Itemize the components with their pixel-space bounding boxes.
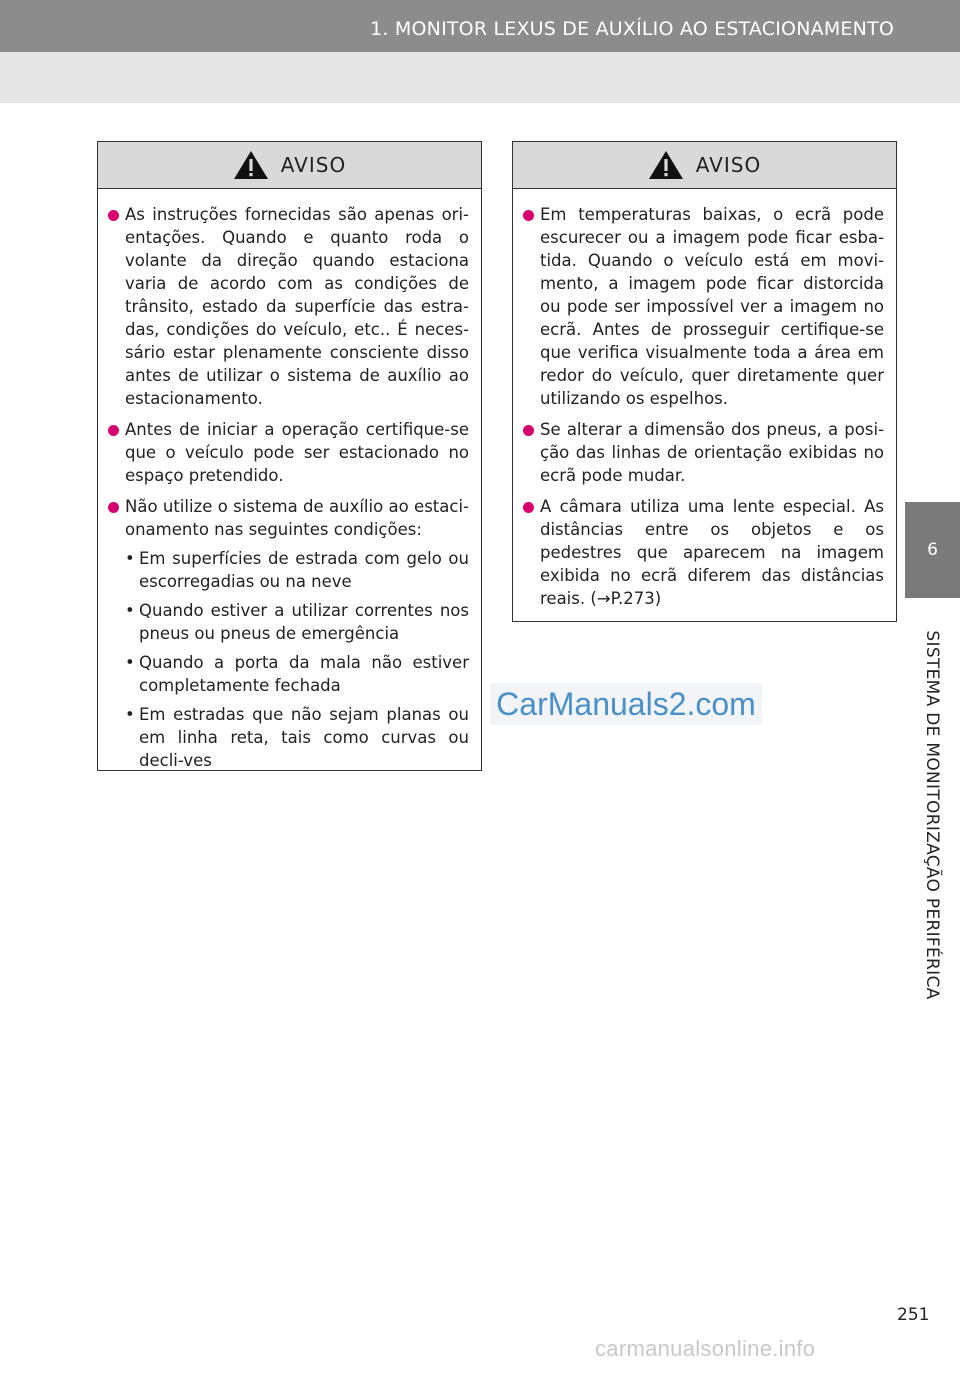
chapter-number: 6 xyxy=(927,540,938,560)
list-item xyxy=(108,495,469,772)
warning-triangle-icon xyxy=(648,150,684,180)
list-item-text: Em temperaturas baixas, o ecrã pode escurecer ou a imagem pode ficar esba-tida. Quando o veículo está em movi-mento, a imagem pode ficar distorcida ou pode ser impossível ver a imagem no ecrã. Antes de prosseguir certifique-se que verifica visualmente toda a área em redor do veículo, quer diretamente quer utilizando os espelhos. xyxy=(540,205,884,408)
sub-item-text: Em superfícies de estrada com gelo ou escorregadias ou na neve xyxy=(139,549,469,591)
list-item xyxy=(523,418,884,487)
list-item xyxy=(108,203,469,410)
sub-item xyxy=(125,599,469,645)
section-title: 1. MONITOR LEXUS DE AUXÍLIO AO ESTACIONAMENTO xyxy=(370,18,894,40)
bullet-dot-icon xyxy=(523,425,534,436)
left-warning-box xyxy=(97,141,482,771)
warning-triangle-icon xyxy=(233,150,269,180)
list-item xyxy=(523,495,884,610)
list-item-content xyxy=(125,495,469,772)
page-number: 251 xyxy=(897,1305,930,1325)
bullet-dot-icon xyxy=(108,425,119,436)
sub-bullet-icon: • xyxy=(125,653,135,672)
chapter-number-tab[interactable] xyxy=(905,502,960,598)
sub-bullet-icon: • xyxy=(125,601,135,620)
list-item-text: Se alterar a dimensão dos pneus, a posi-ção das linhas de orientação exibidas no ecrã pode mudar. xyxy=(540,420,884,485)
sub-item-text: Quando estiver a utilizar correntes nos pneus ou pneus de emergência xyxy=(139,601,469,643)
right-warning-title: AVISO xyxy=(695,153,762,177)
list-item-text: Antes de iniciar a operação certifique-se que o veículo pode ser estacionado no espaço pretendido. xyxy=(125,420,469,485)
right-warning-body xyxy=(513,189,896,628)
bullet-dot-icon xyxy=(523,502,534,513)
bullet-dot-icon xyxy=(108,502,119,513)
sub-item-text: Em estradas que não sejam planas ou em linha reta, tais como curvas ou decli-ves xyxy=(139,705,469,770)
right-warning-box xyxy=(512,141,897,622)
bullet-dot-icon xyxy=(523,210,534,221)
carmanuals-watermark: CarManuals2.com xyxy=(490,683,762,725)
chapter-title: SISTEMA DE MONITORIZAÇÃO PERIFÉRICA xyxy=(922,630,942,1000)
sub-bullet-icon: • xyxy=(125,549,135,568)
left-warning-header xyxy=(98,142,481,189)
list-item xyxy=(523,203,884,410)
list-item-text: Não utilize o sistema de auxílio ao estaci-onamento nas seguintes condições: xyxy=(125,497,469,539)
left-warning-title: AVISO xyxy=(280,153,347,177)
list-item-text: As instruções fornecidas são apenas ori-entações. Quando e quanto roda o volante da direção quando estaciona varia de acordo com as condições de trânsito, estado da superfície das estra-das, condições do veículo, etc.. É neces-sário estar plenamente consciente disso antes de utilizar o sistema de auxílio ao estacionamento. xyxy=(125,205,469,408)
sub-item-text: Quando a porta da mala não estiver completamente fechada xyxy=(139,653,469,695)
right-warning-header xyxy=(513,142,896,189)
footer-watermark: carmanualsonline.info xyxy=(595,1336,816,1361)
list-item xyxy=(108,418,469,487)
sub-item xyxy=(125,703,469,772)
list-item-text: A câmara utiliza uma lente especial. As distâncias entre os objetos e os pedestres que aparecem na imagem exibida no ecrã diferem das distâncias reais. (→P.273) xyxy=(540,497,884,608)
sub-item xyxy=(125,651,469,697)
sub-bullet-icon: • xyxy=(125,705,135,724)
bullet-dot-icon xyxy=(108,210,119,221)
header-strip xyxy=(0,0,960,52)
left-warning-body xyxy=(98,189,481,790)
sub-item xyxy=(125,547,469,593)
